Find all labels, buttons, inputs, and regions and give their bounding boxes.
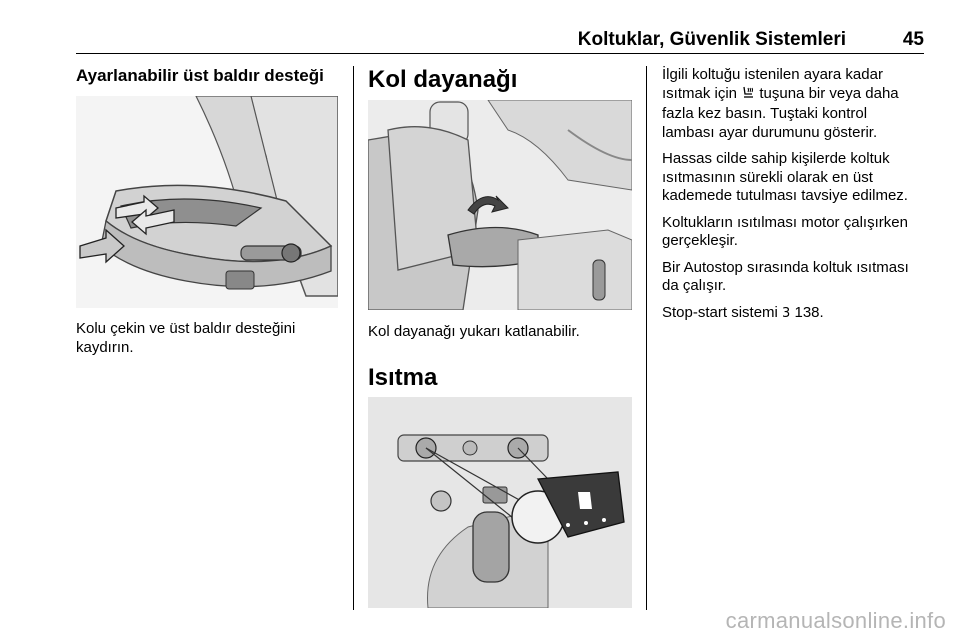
armrest-heading: Kol dayanağı xyxy=(368,66,518,93)
p2-line1: Hassas cilde sahip kişilerde koltuk xyxy=(662,150,890,167)
paragraph-autostop xyxy=(662,259,952,296)
paragraph-heating-instructions xyxy=(662,66,952,142)
column-1-caption xyxy=(76,320,346,357)
p2-line3: kademede tutulması tavsiye edilmez. xyxy=(662,187,908,204)
seat-heating-icon xyxy=(741,86,755,106)
column-2 xyxy=(368,66,633,94)
page-reference-arrow: 3 xyxy=(782,305,791,321)
armrest-caption: Kol dayanağı yukarı katlanabilir. xyxy=(368,323,580,340)
p1-line3: fazla kez basın. Tuştaki kontrol xyxy=(662,105,868,122)
p1-line1: İlgili koltuğu istenilen ayara kadar xyxy=(662,66,883,83)
section-title: Koltuklar, Güvenlik Sistemleri xyxy=(577,29,846,50)
thigh-support-heading: Ayarlanabilir üst baldır desteği xyxy=(76,66,324,85)
p4-line2: da çalışır. xyxy=(662,277,727,294)
p3-line2: gerçekleşir. xyxy=(662,232,738,249)
page-header xyxy=(76,27,924,54)
seat-cushion-extension-illustration xyxy=(76,96,338,308)
page-number: 45 xyxy=(902,29,924,50)
p2-line2: ısıtmasının sürekli olarak en üst xyxy=(662,168,873,186)
p5-page[interactable]: 138. xyxy=(794,303,824,321)
column-3 xyxy=(662,66,952,331)
thigh-support-caption-line1: Kolu çekin ve üst baldır desteğini xyxy=(76,320,296,337)
heating-heading: Isıtma xyxy=(368,364,438,391)
heating-heading-wrap xyxy=(368,364,633,392)
p4-line1: Bir Autostop sırasında koltuk ısıtması xyxy=(662,258,909,276)
column-divider-2 xyxy=(646,66,647,610)
armrest-illustration xyxy=(368,100,632,310)
paragraph-engine-running xyxy=(662,214,952,251)
p3-line1: Koltukların ısıtılması motor çalışırken xyxy=(662,213,908,231)
column-divider-1 xyxy=(353,66,354,610)
seat-heating-button-illustration xyxy=(368,397,632,608)
p1-line2a: ısıtmak için xyxy=(662,84,738,102)
watermark: carmanualsonline.info xyxy=(725,608,946,633)
paragraph-sensitive-skin xyxy=(662,150,952,206)
column-2-body xyxy=(368,323,638,350)
thigh-support-caption-line2: kaydırın. xyxy=(76,338,134,356)
column-1 xyxy=(76,66,341,86)
paragraph-stop-start-ref xyxy=(662,304,952,324)
p1-line2b: tuşuna bir veya daha xyxy=(759,84,899,102)
p1-line4: lambası ayar durumunu gösterir. xyxy=(662,123,878,141)
p5-text: Stop-start sistemi xyxy=(662,303,778,321)
